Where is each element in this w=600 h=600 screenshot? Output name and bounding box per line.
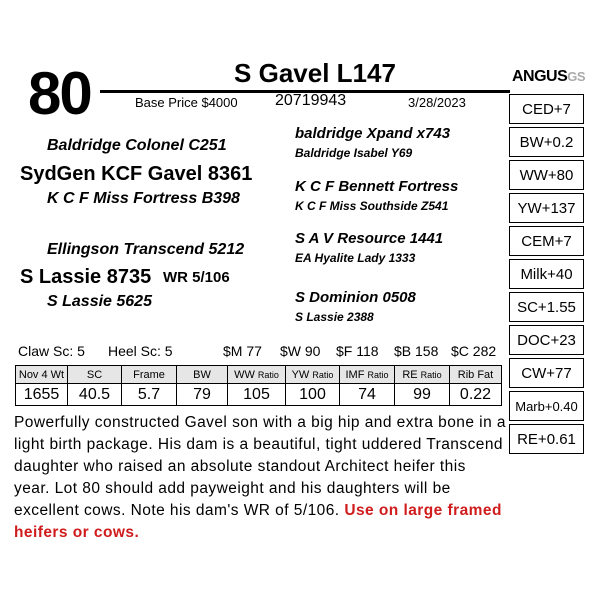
sale-date: 3/28/2023 (408, 95, 466, 110)
value-bw: 79 (177, 384, 228, 406)
index-b: $B 158 (394, 343, 439, 359)
logo-main: ANGUS (512, 68, 568, 85)
header-ww-ratio: WW Ratio (228, 366, 286, 384)
dam-dam: S Lassie 5625 (47, 293, 152, 310)
header-re-ratio: RE Ratio (395, 366, 450, 384)
performance-header-row (16, 366, 502, 384)
value-ww-ratio: 105 (228, 384, 286, 406)
epd-re: RE+0.61 (509, 424, 584, 454)
header-bw: BW (177, 366, 228, 384)
value-nov4wt: 1655 (16, 384, 68, 406)
epd-ced: CED+7 (509, 94, 584, 124)
heel-score: Heel Sc: 5 (108, 343, 173, 359)
index-c: $C 282 (451, 343, 497, 359)
epd-yw: YW+137 (509, 193, 584, 223)
index-w: $W 90 (280, 343, 321, 359)
performance-value-row (16, 384, 502, 406)
logo-suffix: GS (567, 69, 586, 84)
epd-marb: Marb+0.40 (509, 391, 584, 421)
index-m: $M 77 (223, 343, 262, 359)
sire-sire-dam: Baldridge Isabel Y69 (295, 146, 413, 160)
dam-sire: Ellingson Transcend 5212 (47, 241, 245, 258)
epd-milk: Milk+40 (509, 259, 584, 289)
epd-ww: WW+80 (509, 160, 584, 190)
lot-description (14, 412, 506, 544)
epd-cw: CW+77 (509, 358, 584, 388)
sire-sire-sire: baldridge Xpand x743 (295, 125, 451, 142)
performance-table (15, 365, 502, 406)
index-f: $F 118 (336, 343, 379, 359)
base-price: Base Price $4000 (135, 95, 238, 110)
angus-gs-logo (512, 68, 585, 86)
epd-doc: DOC+23 (509, 325, 584, 355)
dam-wr: WR 5/106 (163, 269, 230, 286)
dam-dam-dam: S Lassie 2388 (295, 310, 374, 324)
epd-sc: SC+1.55 (509, 292, 584, 322)
header-yw-ratio: YW Ratio (286, 366, 340, 384)
epd-column (509, 94, 586, 457)
value-re-ratio: 99 (395, 384, 450, 406)
lot-number: 80 (28, 60, 91, 127)
sire: SydGen KCF Gavel 8361 (20, 163, 253, 185)
header-sc: SC (68, 366, 122, 384)
sire-sire: Baldridge Colonel C251 (47, 137, 227, 154)
sire-dam-sire: K C F Bennett Fortress (295, 178, 459, 195)
description-text: Powerfully constructed Gavel son with a big hip and extra bone in a light birth package. His dam is a beautiful, tight uddered Transcend daughter who raised an absolute standout Architect heifer this year. Lot 80 should add payweight and his daughters will be excellent cows. Note his dam's WR of 5/106. (14, 414, 506, 519)
epd-bw: BW+0.2 (509, 127, 584, 157)
header-nov4wt: Nov 4 Wt (16, 366, 68, 384)
dam-sire-sire: S A V Resource 1441 (295, 230, 444, 247)
value-imf-ratio: 74 (340, 384, 395, 406)
dam-dam-sire: S Dominion 0508 (295, 289, 416, 306)
header-frame: Frame (122, 366, 177, 384)
description-highlight: Use on large framed heifers or cows. (14, 502, 502, 541)
header-imf-ratio: IMF Ratio (340, 366, 395, 384)
value-rib-fat: 0.22 (450, 384, 502, 406)
value-yw-ratio: 100 (286, 384, 340, 406)
header-rib-fat: Rib Fat (450, 366, 502, 384)
sire-dam-dam: K C F Miss Southside Z541 (295, 199, 449, 213)
registration-number: 20719943 (275, 92, 347, 109)
value-frame: 5.7 (122, 384, 177, 406)
epd-cem: CEM+7 (509, 226, 584, 256)
dam-sire-dam: EA Hyalite Lady 1333 (295, 251, 416, 265)
animal-name: S Gavel L147 (234, 58, 396, 88)
value-sc: 40.5 (68, 384, 122, 406)
claw-score: Claw Sc: 5 (18, 343, 85, 359)
sire-dam: K C F Miss Fortress B398 (47, 190, 240, 207)
dam: S Lassie 8735 (20, 266, 152, 288)
